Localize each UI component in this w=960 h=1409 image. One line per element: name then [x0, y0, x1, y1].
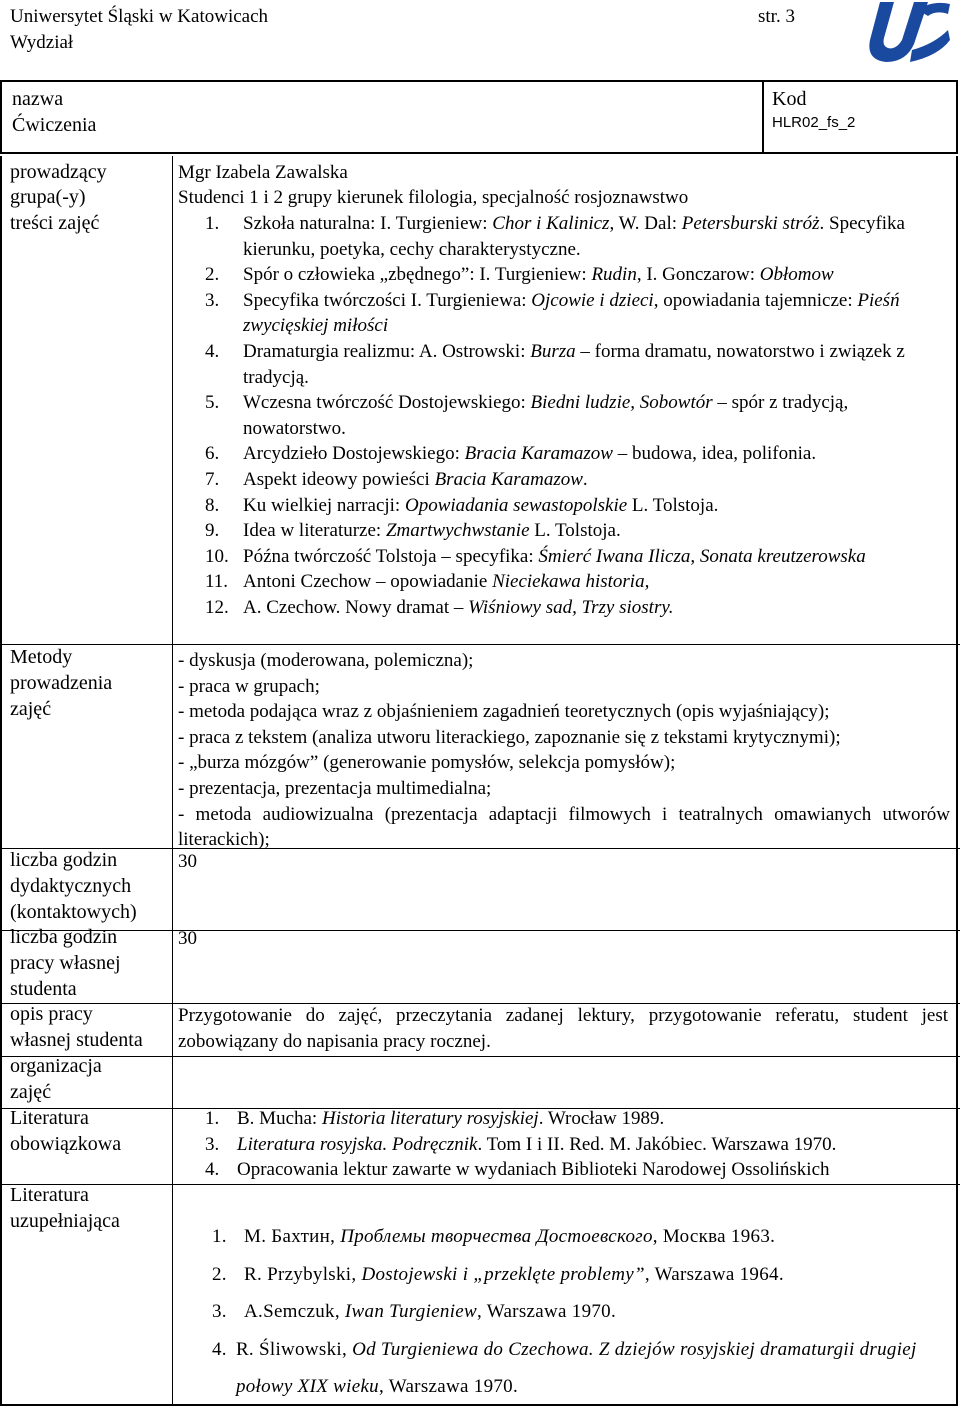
title-text: Opowiadania sewastopolskie: [404, 494, 628, 516]
plain-text: L. Tolstoja.: [627, 494, 719, 516]
plain-text: Arcydzieło Dostojewskiego:: [243, 443, 465, 465]
row-divider: [2, 644, 960, 645]
content-label: treści zajęć: [10, 212, 100, 234]
university-logo-icon: [852, 0, 952, 70]
topic-item-number: 4.: [205, 340, 220, 362]
self-work-desc-value: Przygotowanie do zajęć, przeczytania zadanej lektury, przygotowanie referatu, student jest zobowiązany do napisania pracy rocznej.: [178, 1005, 948, 1052]
literature-supplementary-label: Literatura uzupełniająca: [10, 1184, 120, 1232]
method-item: - „burza mózgów” (generowanie pomysłów, selekcja pomysłów);: [178, 752, 676, 774]
title-text: Dostojewski i „przeklęte problemy”: [361, 1263, 645, 1285]
plain-text: – spór z tradycją, nowatorstwo.: [243, 392, 849, 439]
title-text: Bracia Karamazow: [434, 468, 583, 490]
topic-item-text: [243, 569, 950, 595]
topic-item-number: 6.: [205, 443, 220, 465]
topic-item-text: [243, 288, 950, 339]
plain-text: Ku wielkiej narracji:: [243, 494, 405, 516]
plain-text: , Warszawa 1964.: [644, 1263, 784, 1285]
topic-item-number: 9.: [205, 520, 220, 542]
topic-item-text: [243, 211, 950, 262]
code-label: Kod: [772, 88, 807, 110]
topic-item-text: [243, 467, 950, 493]
plain-text: .: [582, 468, 588, 490]
title-text: Ojcowie i dzieci: [531, 289, 654, 311]
topic-item: [205, 288, 950, 339]
method-item: - metoda audiowizualna (prezentacja adaptacji filmowych i teatralnych omawianych utworów literackich);: [178, 803, 950, 851]
plain-text: Wczesna twórczość Dostojewskiego:: [243, 392, 531, 414]
title-text: Nieciekawa historia,: [492, 571, 650, 593]
topic-item: [205, 262, 950, 288]
plain-text: , Warszawa 1970.: [476, 1301, 617, 1322]
literature-supplementary-item-number: 3.: [212, 1301, 227, 1322]
name-label: nazwa: [12, 88, 64, 110]
topic-item-text: [243, 493, 950, 519]
topic-item-text: [243, 595, 950, 621]
plain-text: Spór o człowieka „zbędnego”: I. Turgieniew:: [243, 264, 592, 286]
literature-required-label: Literatura obowiązkowa: [10, 1107, 122, 1155]
literature-supplementary-item-number: 4.: [212, 1338, 227, 1360]
title-text: Проблемы творчества Достоевского: [340, 1226, 653, 1247]
column-divider: [172, 156, 173, 1404]
faculty-name: Wydział: [10, 32, 74, 53]
lecturer-value: Mgr Izabela Zawalska: [178, 162, 348, 183]
title-text: Śmierć Iwana Ilicza, Sonata kreutzerowska: [538, 545, 866, 567]
literature-required-item-number: 4.: [205, 1159, 220, 1181]
row-divider: [2, 1184, 960, 1185]
topic-item: [205, 390, 950, 441]
header-left: [10, 4, 268, 56]
title-text: Chor i Kalinicz: [492, 213, 610, 234]
literature-required-item: [205, 1157, 836, 1183]
title-text: Petersburski stróż: [681, 213, 820, 234]
literature-required-item: [205, 1132, 836, 1158]
row-divider: [2, 1056, 960, 1057]
title-text: Zmartwychwstanie: [385, 520, 530, 542]
methods-list: [178, 648, 950, 853]
title-text: Iwan Turgieniew: [344, 1301, 477, 1322]
method-item: - praca z tekstem (analiza utworu literackiego, zapoznanie się z tekstami krytycznymi);: [178, 726, 841, 748]
topic-item-number: 2.: [205, 264, 220, 286]
literature-supplementary-item-text: [244, 1293, 616, 1331]
topic-item-number: 7.: [205, 468, 220, 490]
topic-item-text: [243, 390, 950, 441]
method-item: - dyskusja (moderowana, polemiczna);: [178, 650, 474, 671]
literature-supplementary-item: [212, 1218, 960, 1256]
topic-item: [205, 493, 950, 519]
plain-text: , W. Dal:: [609, 213, 682, 234]
plain-text: B. Mucha:: [237, 1108, 322, 1129]
plain-text: Opracowania lektur zawarte w wydaniach Biblioteki Narodowej Ossolińskich: [237, 1159, 830, 1181]
plain-text: . Wrocław 1989.: [538, 1108, 665, 1129]
topic-item-text: [243, 262, 950, 288]
page-header: [0, 0, 960, 80]
plain-text: R. Śliwowski,: [235, 1338, 353, 1360]
plain-text: Aspekt ideowy powieści: [243, 468, 435, 490]
literature-supplementary-item: [212, 1256, 960, 1294]
hours-label: liczba godzin dydaktycznych (kontaktowych): [10, 849, 137, 923]
plain-text: . Specyfika kierunku, poetyka, cechy charakterystyczne.: [243, 213, 905, 260]
code-value: HLR02_fs_2: [772, 114, 856, 131]
topic-item: [205, 441, 950, 467]
plain-text: – budowa, idea, polifonia.: [612, 443, 817, 465]
topic-item: [205, 211, 950, 262]
literature-supplementary-item: [212, 1293, 960, 1331]
topic-item-number: 11.: [205, 571, 229, 593]
lecturer-label: prowadzący: [10, 161, 107, 183]
title-text: Wiśniowy sad, Trzy siostry.: [468, 596, 674, 618]
plain-text: М. Бахтин,: [244, 1226, 341, 1247]
name-value: Ćwiczenia: [12, 114, 97, 136]
topic-item-text: [243, 441, 950, 467]
plain-text: Antoni Czechow – opowiadanie: [243, 571, 493, 593]
title-text: Historia literatury rosyjskiej: [321, 1108, 539, 1129]
topic-item: [205, 518, 950, 544]
hours-value: 30: [178, 851, 197, 872]
topic-item-text: [243, 544, 950, 570]
title-text: Bracia Karamazow: [464, 443, 613, 465]
method-item: - praca w grupach;: [178, 675, 320, 697]
plain-text: R. Przybylski,: [244, 1263, 362, 1285]
literature-supplementary-item-number: 1.: [212, 1226, 227, 1247]
topic-item-number: 3.: [205, 289, 220, 311]
literature-required-item-text: [237, 1157, 830, 1183]
row-divider: [2, 930, 960, 931]
literature-required-list: [205, 1106, 836, 1183]
plain-text: Dramaturgia realizmu: A. Ostrowski:: [243, 340, 531, 362]
divider: [762, 82, 764, 154]
plain-text: , Москва 1963.: [652, 1226, 776, 1247]
plain-text: Późna twórczość Tolstoja – specyfika:: [243, 545, 539, 567]
plain-text: L. Tolstoja.: [529, 520, 621, 542]
title-text: Burza: [530, 340, 576, 362]
self-work-value: 30: [178, 928, 197, 949]
plain-text: Specyfika twórczości I. Turgieniewa:: [243, 289, 532, 311]
title-text: Obłomow: [759, 264, 834, 286]
topic-item: [205, 569, 950, 595]
literature-supplementary-item-text: [244, 1218, 775, 1256]
plain-text: A. Czechow. Nowy dramat –: [243, 596, 469, 618]
plain-text: Idea w literaturze:: [243, 520, 386, 542]
topic-item-number: 8.: [205, 494, 220, 516]
self-work-label: liczba godzin pracy własnej studenta: [10, 926, 121, 1000]
topic-item: [205, 339, 950, 390]
literature-supplementary-list: [212, 1218, 960, 1406]
method-item: - metoda podająca wraz z objaśnieniem zagadnień teoretycznych (opis wyjaśniający);: [178, 701, 830, 723]
self-work-desc-label: opis pracy własnej studenta: [10, 1003, 143, 1051]
topic-item-text: [243, 518, 950, 544]
plain-text: – forma dramatu, nowatorstwo i związek z tradycją.: [243, 340, 905, 388]
literature-supplementary-item: [212, 1331, 960, 1406]
title-text: Rudin: [591, 264, 637, 286]
literature-required-item-text: [237, 1106, 664, 1132]
topic-item: [205, 467, 950, 493]
literature-required-item-number: 1.: [205, 1108, 220, 1129]
literature-required-item-text: [237, 1132, 836, 1158]
literature-required-item-number: 3.: [205, 1133, 220, 1155]
group-value: Studenci 1 i 2 grupy kierunek filologia, specjalność rosjoznawstwo: [178, 187, 689, 208]
topic-item: [205, 544, 950, 570]
topic-item-number: 5.: [205, 392, 220, 414]
university-name: Uniwersytet Śląski w Katowicach: [10, 6, 269, 27]
title-text: Pieśń zwycięskiej miłości: [243, 289, 900, 337]
plain-text: . Tom I i II. Red. M. Jakóbiec. Warszawa 1970.: [477, 1133, 837, 1155]
page-number: str. 3: [758, 6, 795, 27]
plain-text: Szkoła naturalna: I. Turgieniew:: [243, 213, 493, 234]
course-name-box: [0, 80, 958, 154]
topic-item-text: [243, 339, 950, 390]
title-text: Biedni ludzie, Sobowtór: [530, 392, 713, 414]
plain-text: , I. Gonczarow:: [636, 264, 760, 286]
group-label: grupa(-y): [10, 186, 86, 208]
topic-item-number: 12.: [205, 596, 229, 618]
literature-supplementary-item-text: [236, 1331, 960, 1406]
literature-supplementary-item-number: 2.: [212, 1263, 227, 1285]
literature-supplementary-item-text: [244, 1256, 784, 1294]
topic-item: [205, 595, 950, 621]
plain-text: , Warszawa 1970.: [378, 1376, 519, 1397]
organization-label: organizacja zajęć: [10, 1055, 102, 1103]
topics-list: [205, 211, 950, 621]
literature-required-item: [205, 1106, 836, 1132]
title-text: Literatura rosyjska. Podręcznik: [237, 1133, 478, 1155]
topic-item-number: 10.: [205, 545, 229, 567]
method-item: - prezentacja, prezentacja multimedialna;: [178, 777, 492, 799]
topic-item-number: 1.: [205, 213, 220, 234]
plain-text: , opowiadania tajemnicze:: [653, 289, 858, 311]
methods-label: Metody prowadzenia zajęć: [10, 646, 113, 720]
title-text: Od Turgieniewa do Czechowa. Z dziejów rosyjskiej dramaturgii drugiej połowy XIX wieku: [235, 1338, 917, 1397]
plain-text: A.Semczuk,: [244, 1301, 345, 1322]
